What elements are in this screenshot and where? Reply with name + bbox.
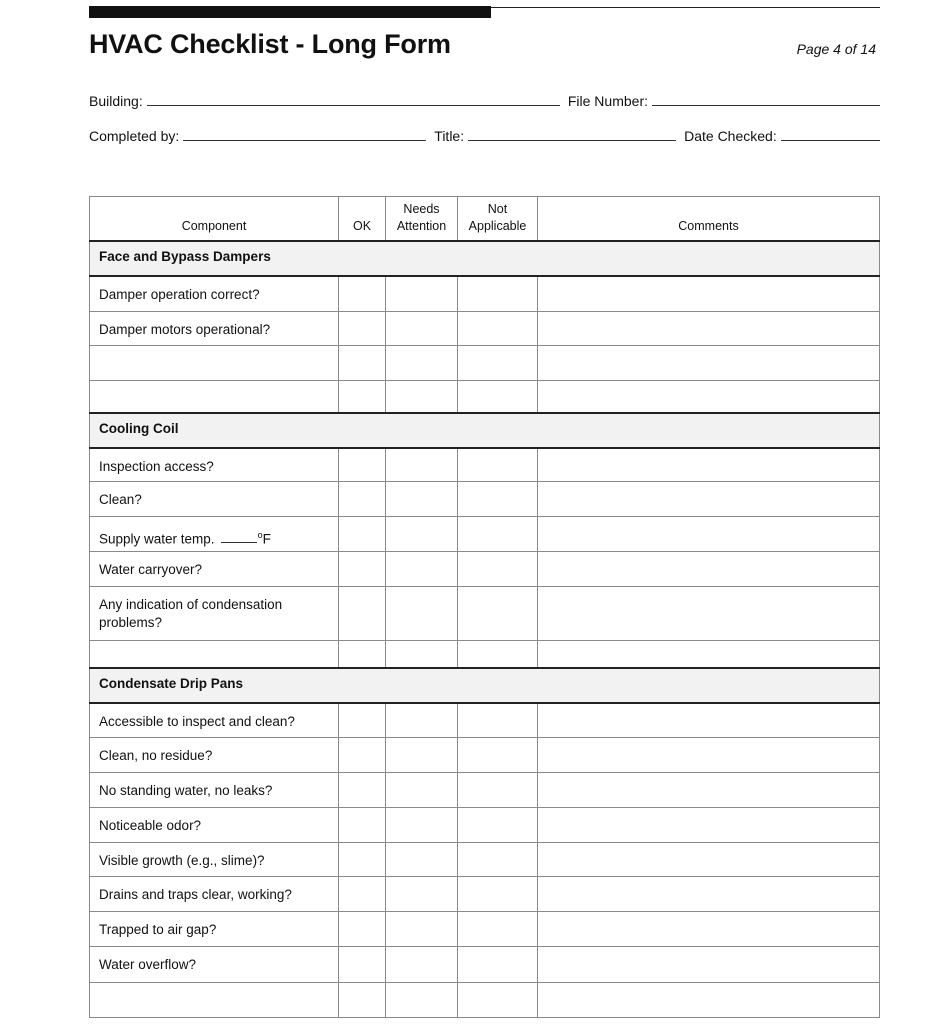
needs-attention-cell[interactable] xyxy=(386,876,458,911)
not-applicable-cell[interactable] xyxy=(458,586,538,640)
needs-attention-cell[interactable] xyxy=(386,481,458,516)
needs-attention-cell[interactable] xyxy=(386,772,458,807)
ok-cell[interactable] xyxy=(339,911,386,946)
comments-cell[interactable] xyxy=(538,311,880,345)
table-row: Damper motors operational? xyxy=(90,311,880,345)
needs-attention-cell[interactable] xyxy=(386,911,458,946)
col-component: Component xyxy=(90,197,339,242)
comments-cell[interactable] xyxy=(538,807,880,842)
col-needs-attention: Needs Attention xyxy=(386,197,458,242)
table-row: Trapped to air gap? xyxy=(90,911,880,946)
comments-cell[interactable] xyxy=(538,586,880,640)
not-applicable-cell[interactable] xyxy=(458,448,538,481)
table-row: Clean? xyxy=(90,481,880,516)
section-drip-pans: Condensate Drip Pans xyxy=(90,668,880,703)
ok-cell[interactable] xyxy=(339,737,386,772)
table-row: Accessible to inspect and clean? xyxy=(90,703,880,737)
needs-attention-cell[interactable] xyxy=(386,586,458,640)
checklist-page xyxy=(89,6,880,972)
needs-attention-cell[interactable] xyxy=(386,703,458,737)
comments-cell[interactable] xyxy=(538,448,880,481)
needs-attention-cell[interactable] xyxy=(386,807,458,842)
not-applicable-cell[interactable] xyxy=(458,703,538,737)
comments-cell[interactable] xyxy=(538,772,880,807)
needs-attention-cell[interactable] xyxy=(386,982,458,1017)
ok-cell[interactable] xyxy=(339,640,386,668)
supply-water-temp-label: Supply water temp. $^o$F xyxy=(90,516,339,551)
needs-attention-cell[interactable] xyxy=(386,737,458,772)
ok-cell[interactable] xyxy=(339,345,386,380)
not-applicable-cell[interactable] xyxy=(458,640,538,668)
title-field[interactable] xyxy=(468,128,676,141)
needs-attention-cell[interactable] xyxy=(386,448,458,481)
comments-cell[interactable] xyxy=(538,876,880,911)
ok-cell[interactable] xyxy=(339,311,386,345)
table-row: Damper operation correct? xyxy=(90,276,880,311)
comments-cell[interactable] xyxy=(538,640,880,668)
file-number-label: File Number: xyxy=(567,93,648,109)
not-applicable-cell[interactable] xyxy=(458,276,538,311)
ok-cell[interactable] xyxy=(339,772,386,807)
needs-attention-cell[interactable] xyxy=(386,946,458,982)
comments-cell[interactable] xyxy=(538,516,880,551)
table-row xyxy=(90,345,880,380)
building-field[interactable] xyxy=(147,93,560,106)
not-applicable-cell[interactable] xyxy=(458,772,538,807)
ok-cell[interactable] xyxy=(339,807,386,842)
not-applicable-cell[interactable] xyxy=(458,842,538,876)
table-row xyxy=(90,982,880,1017)
table-row: Drains and traps clear, working? xyxy=(90,876,880,911)
comments-cell[interactable] xyxy=(538,982,880,1017)
title-row xyxy=(89,19,880,71)
comments-cell[interactable] xyxy=(538,276,880,311)
not-applicable-cell[interactable] xyxy=(458,982,538,1017)
ok-cell[interactable] xyxy=(339,551,386,586)
table-row: No standing water, no leaks? xyxy=(90,772,880,807)
not-applicable-cell[interactable] xyxy=(458,345,538,380)
table-row: Water overflow? xyxy=(90,946,880,982)
needs-attention-cell[interactable] xyxy=(386,345,458,380)
ok-cell[interactable] xyxy=(339,448,386,481)
ok-cell[interactable] xyxy=(339,703,386,737)
comments-cell[interactable] xyxy=(538,946,880,982)
file-number-field[interactable] xyxy=(652,93,880,106)
table-row: Water carryover? xyxy=(90,551,880,586)
comments-cell[interactable] xyxy=(538,380,880,413)
date-checked-field[interactable] xyxy=(781,128,880,141)
ok-cell[interactable] xyxy=(339,516,386,551)
not-applicable-cell[interactable] xyxy=(458,481,538,516)
page-title: HVAC Checklist - Long Form xyxy=(89,29,451,59)
checklist-table xyxy=(89,196,880,1018)
not-applicable-cell[interactable] xyxy=(458,946,538,982)
needs-attention-cell[interactable] xyxy=(386,516,458,551)
title-label: Title: xyxy=(434,128,465,144)
completed-by-field[interactable] xyxy=(183,128,426,141)
ok-cell[interactable] xyxy=(339,586,386,640)
not-applicable-cell[interactable] xyxy=(458,911,538,946)
not-applicable-cell[interactable] xyxy=(458,311,538,345)
table-row xyxy=(90,380,880,413)
building-label: Building: xyxy=(89,93,143,109)
needs-attention-cell[interactable] xyxy=(386,551,458,586)
table-row: Visible growth (e.g., slime)? xyxy=(90,842,880,876)
table-header-row xyxy=(90,197,880,242)
needs-attention-cell[interactable] xyxy=(386,276,458,311)
table-row: Clean, no residue? xyxy=(90,737,880,772)
ok-cell[interactable] xyxy=(339,982,386,1017)
header-rule xyxy=(89,6,880,19)
not-applicable-cell[interactable] xyxy=(458,737,538,772)
not-applicable-cell[interactable] xyxy=(458,551,538,586)
needs-attention-cell[interactable] xyxy=(386,640,458,668)
header-rule-thick xyxy=(89,6,491,18)
supply-water-temp-field[interactable] xyxy=(221,533,257,543)
section-cooling-coil: Cooling Coil xyxy=(90,413,880,448)
comments-cell[interactable] xyxy=(538,481,880,516)
ok-cell[interactable] xyxy=(339,481,386,516)
comments-cell[interactable] xyxy=(538,703,880,737)
not-applicable-cell[interactable] xyxy=(458,380,538,413)
table-row xyxy=(90,640,880,668)
not-applicable-cell[interactable] xyxy=(458,516,538,551)
needs-attention-cell[interactable] xyxy=(386,311,458,345)
comments-cell[interactable] xyxy=(538,911,880,946)
section-dampers: Face and Bypass Dampers xyxy=(90,241,880,276)
table-row: Inspection access? xyxy=(90,448,880,481)
col-ok: OK xyxy=(339,197,386,242)
ok-cell[interactable] xyxy=(339,876,386,911)
needs-attention-cell[interactable] xyxy=(386,842,458,876)
date-checked-label: Date Checked: xyxy=(684,128,777,144)
comments-cell[interactable] xyxy=(538,842,880,876)
completed-by-label: Completed by: xyxy=(89,128,180,144)
ok-cell[interactable] xyxy=(339,276,386,311)
comments-cell[interactable] xyxy=(538,737,880,772)
ok-cell[interactable] xyxy=(339,842,386,876)
header-rule-thin xyxy=(491,7,880,8)
col-comments: Comments xyxy=(538,197,880,242)
field-row-1 xyxy=(89,93,880,109)
needs-attention-cell[interactable] xyxy=(386,380,458,413)
field-row-2 xyxy=(89,128,880,144)
page-number: Page 4 of 14 xyxy=(796,41,876,57)
not-applicable-cell[interactable] xyxy=(458,807,538,842)
not-applicable-cell[interactable] xyxy=(458,876,538,911)
ok-cell[interactable] xyxy=(339,380,386,413)
ok-cell[interactable] xyxy=(339,946,386,982)
table-row: Any indication of condensation problems? xyxy=(90,586,880,640)
table-row xyxy=(90,516,880,551)
col-not-applicable: Not Applicable xyxy=(458,197,538,242)
table-row: Noticeable odor? xyxy=(90,807,880,842)
comments-cell[interactable] xyxy=(538,345,880,380)
comments-cell[interactable] xyxy=(538,551,880,586)
